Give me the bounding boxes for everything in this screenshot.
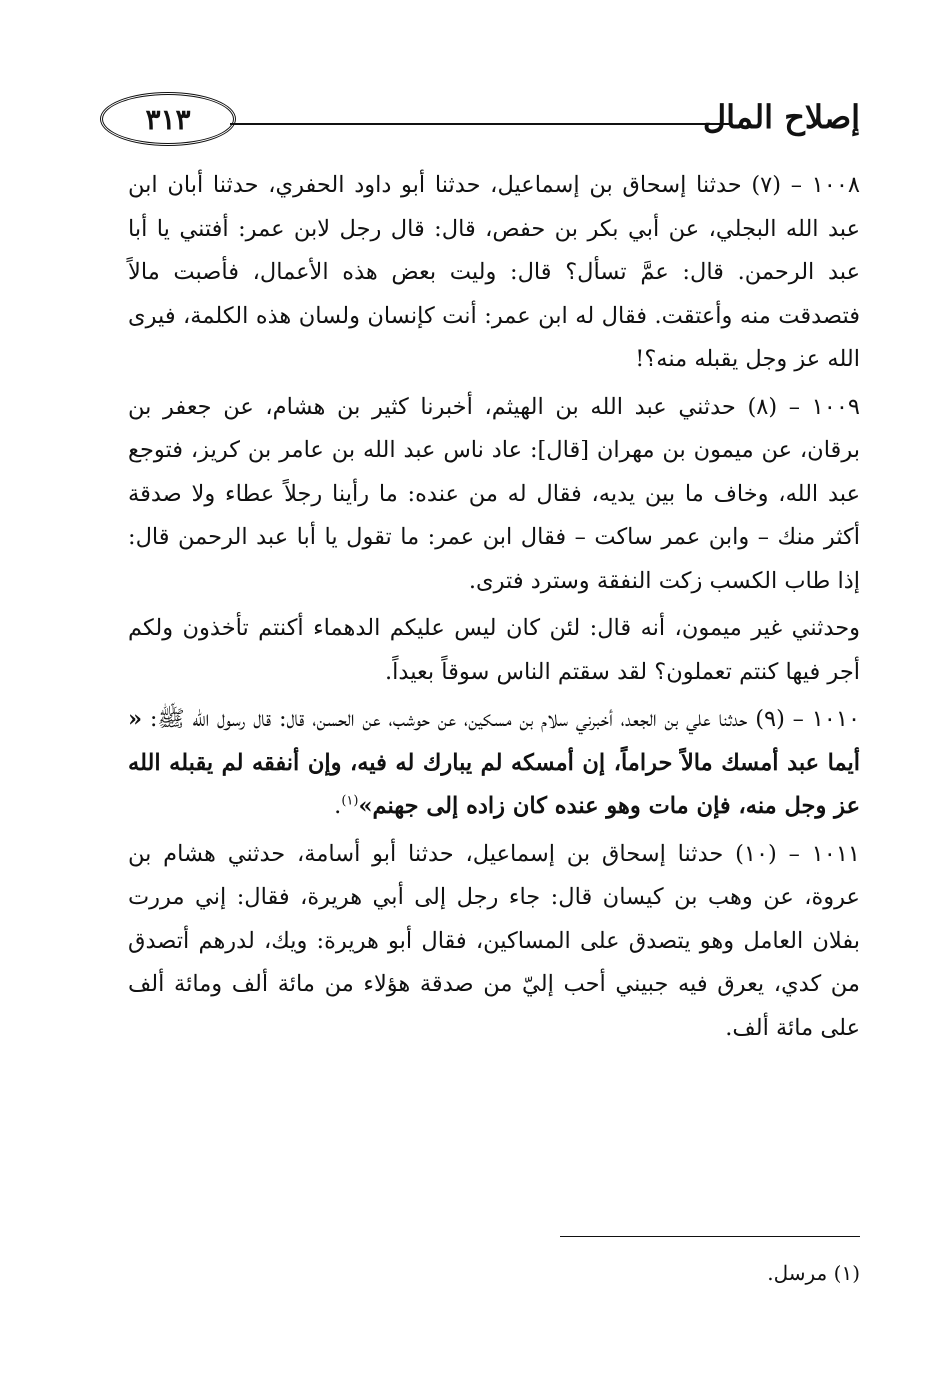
footnote-reference[interactable]: (١): [341, 793, 359, 809]
narration-index: (٧): [751, 172, 782, 198]
footnote-text: مرسل.: [767, 1261, 828, 1285]
narration-text: حدثنا علي بن الجعد، أخبرني سلام بن مسكين، عن حوشب، عن الحسن، قال: قال رسول الله ﷺ:: [149, 706, 748, 732]
sentence-end: .: [334, 793, 342, 819]
dash: –: [781, 172, 812, 198]
paragraph-1009: [128, 386, 860, 604]
narration-text: حدثنا إسحاق بن إسماعيل، حدثنا أبو داود الحفري، حدثنا أبان ابن عبد الله البجلي، عن أبي بكر بن حفص، قال: قال رجل لابن عمر: أفتني يا أبا عبد الرحمن. قال: عمَّ تسأل؟ قال: وليت بعض هذه الأعمال، فأصبت مالاً فتصدقت منه وأعتقت. فقال له ابن عمر: أنت كإنسان ولسان هذه الكلمة، فيرى الله عز وجل يقبله منه؟!: [128, 172, 860, 372]
header-rule: [230, 123, 730, 125]
narration-index: (١٠): [735, 840, 777, 867]
footnote-marker: (١): [833, 1261, 860, 1285]
running-header: [100, 92, 860, 152]
book-title: إصلاح المال: [702, 98, 860, 136]
narration-text: وحدثني غير ميمون، أنه قال: لئن كان ليس عليكم الدهماء أكنتم تأخذون ولكم أجر فيها كنتم تعملون؟ لقد سقتم الناس سوقاً بعيداً.: [128, 615, 860, 685]
footnote-rule: [560, 1236, 860, 1237]
narration-text: حدثنا إسحاق بن إسماعيل، حدثنا أبو أسامة، حدثني هشام بن عروة، عن وهب بن كيسان قال: جاء رجل إلى أبي هريرة، فقال: إني مررت بفلان العامل وهو يتصدق على المساكين، فقال أبو هريرة: ويك، لدرهم أتصدق من كدي، يعرق فيه جبيني أحب إليّ من صدقة هؤلاء من مائة ألف ومائة ألف على مائة ألف.: [128, 840, 860, 1041]
narration-number: ١٠٠٩: [811, 393, 860, 420]
narration-index: (٨): [747, 393, 778, 420]
narration-text: حدثني عبد الله بن الهيثم، أخبرنا كثير بن هشام، عن جعفر بن برقان، عن ميمون بن مهران [قال]: عاد ناس عبد الله بن عامر بن كريز، فتوجع عبد الله، وخاف ما بين يديه، فقال له من عنده: ما رأينا رجلاً عطاء ولا صدقة أكثر منك – وابن عمر ساكت – فقال ابن عمر: ما تقول يا أبا عبد الرحمن قال: إذا طاب الكسب زكت النفقة وسترد فترى.: [128, 393, 860, 594]
dash: –: [776, 840, 812, 867]
hadith-text: « أيما عبد أمسك مالاً حراماً، إن أمسكه لم يبارك له فيه، وإن أنفقه لم يقبله الله عز وجل منه، فإن مات وهو عنده كان زاده إلى جهنم»: [128, 706, 860, 819]
narration-number: ١٠٠٨: [811, 172, 860, 198]
footnote: [500, 1258, 860, 1288]
paragraph-continuation: [128, 607, 860, 694]
paragraph-1008: [128, 164, 860, 382]
dash: –: [777, 393, 812, 420]
paragraph-1011: [128, 833, 860, 1051]
main-text: [128, 164, 860, 1050]
narration-number: ١٠١١: [811, 840, 861, 867]
narration-index: (٩): [755, 706, 785, 732]
paragraph-1010: [128, 698, 860, 829]
dash: –: [784, 706, 812, 732]
page-number-frame: [100, 92, 236, 146]
page-number: ٣١٣: [145, 102, 191, 136]
narration-number: ١٠١٠: [811, 706, 861, 732]
